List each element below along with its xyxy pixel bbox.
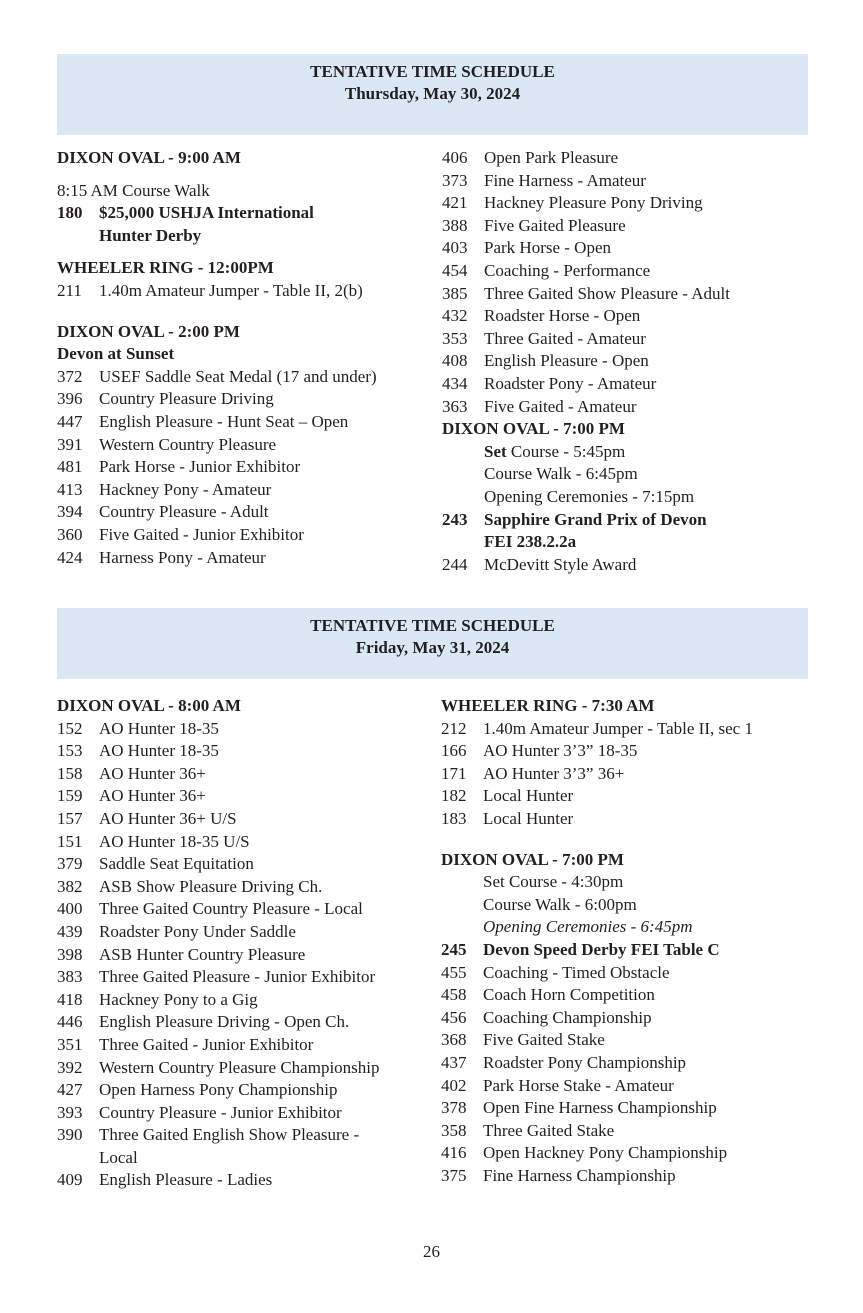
class-number: 171 <box>441 763 467 783</box>
class-name: $25,000 USHJA International <box>99 203 314 223</box>
class-row <box>57 1169 437 1192</box>
class-row <box>441 763 841 786</box>
class-name: Three Gaited Pleasure - Junior Exhibitor <box>99 967 376 987</box>
class-row-continuation <box>442 531 822 554</box>
thursday-right-column <box>442 147 822 576</box>
class-row <box>442 215 822 238</box>
class-name: English Pleasure - Hunt Seat – Open <box>99 411 349 431</box>
class-row <box>441 1052 841 1075</box>
class-row-continuation <box>57 225 437 248</box>
class-number: 182 <box>441 786 467 806</box>
class-number: 373 <box>442 170 468 190</box>
class-number: 437 <box>441 1052 467 1072</box>
class-list <box>57 718 437 1125</box>
class-number: 408 <box>442 351 468 371</box>
class-name: Coaching Championship <box>483 1007 652 1027</box>
friday-banner <box>57 608 808 679</box>
class-row <box>57 479 437 502</box>
class-name: Three Gaited Country Pleasure - Local <box>99 899 363 919</box>
class-name: Hackney Pony - Amateur <box>99 479 272 499</box>
class-row <box>57 280 437 303</box>
class-name: Open Fine Harness Championship <box>483 1098 717 1118</box>
class-name: 1.40m Amateur Jumper - Table II, 2(b) <box>99 280 363 300</box>
class-number: 458 <box>441 985 467 1005</box>
class-row <box>442 554 822 577</box>
class-name: Local <box>99 1147 138 1167</box>
class-row <box>57 366 437 389</box>
class-name: Hackney Pony to a Gig <box>99 989 258 1009</box>
class-number: 427 <box>57 1080 83 1100</box>
class-name: AO Hunter 18-35 U/S <box>99 831 250 851</box>
class-name: Roadster Horse - Open <box>484 306 641 326</box>
class-row <box>442 192 822 215</box>
class-name: Local Hunter <box>483 808 574 828</box>
class-name: English Pleasure - Ladies <box>99 1170 273 1190</box>
class-name: Open Harness Pony Championship <box>99 1080 338 1100</box>
class-name: Country Pleasure - Adult <box>99 502 269 522</box>
class-row <box>57 501 437 524</box>
friday-left-column <box>57 695 437 1192</box>
class-name: Roadster Pony Under Saddle <box>99 921 296 941</box>
class-number: 432 <box>442 306 468 326</box>
class-name: Three Gaited Stake <box>483 1120 615 1140</box>
class-number: 400 <box>57 899 83 919</box>
class-row <box>441 1142 841 1165</box>
class-name: AO Hunter 36+ <box>99 786 206 806</box>
class-number: 358 <box>441 1120 467 1140</box>
class-row <box>441 984 841 1007</box>
class-name: Fine Harness Championship <box>483 1165 676 1185</box>
class-row <box>442 350 822 373</box>
class-name: AO Hunter 18-35 <box>99 718 219 738</box>
class-number: 446 <box>57 1012 83 1032</box>
class-name: Three Gaited English Show Pleasure - <box>99 1125 360 1145</box>
class-row <box>441 939 841 962</box>
section-subheader: Devon at Sunset <box>57 344 175 364</box>
class-number: 403 <box>442 238 468 258</box>
class-name: Coach Horn Competition <box>483 985 655 1005</box>
class-row <box>441 1165 841 1188</box>
class-row <box>441 1029 841 1052</box>
class-name: Park Horse - Junior Exhibitor <box>99 457 301 477</box>
class-row <box>441 808 841 831</box>
class-name: Country Pleasure - Junior Exhibitor <box>99 1102 342 1122</box>
class-row <box>57 853 437 876</box>
class-row <box>57 966 437 989</box>
section-header: DIXON OVAL - 9:00 AM <box>57 148 241 167</box>
class-name: Hunter Derby <box>99 225 202 245</box>
class-name: AO Hunter 36+ <box>99 763 206 783</box>
class-number: 166 <box>441 741 467 761</box>
friday-right-column <box>441 695 841 1187</box>
class-row <box>57 785 437 808</box>
class-list <box>57 366 437 569</box>
class-number: 454 <box>442 260 468 280</box>
schedule-note: Course Walk - 6:45pm <box>484 464 638 484</box>
section-header: DIXON OVAL - 7:00 PM <box>442 419 625 439</box>
class-row <box>441 740 841 763</box>
class-name: FEI 238.2.2a <box>484 532 577 552</box>
class-name: AO Hunter 3’3” 18-35 <box>483 741 638 761</box>
class-row <box>57 1057 437 1080</box>
class-row <box>57 740 437 763</box>
class-name: Coaching - Performance <box>484 260 651 280</box>
class-number: 481 <box>57 457 83 477</box>
class-name: McDevitt Style Award <box>484 554 637 574</box>
class-name: Roadster Pony - Amateur <box>484 373 657 393</box>
friday-banner-date: Friday, May 31, 2024 <box>355 638 510 657</box>
class-name: Roadster Pony Championship <box>483 1052 687 1072</box>
class-number: 391 <box>57 434 83 454</box>
class-row <box>57 547 437 570</box>
class-row <box>441 1075 841 1098</box>
class-name: USEF Saddle Seat Medal (17 and under) <box>99 366 377 386</box>
class-number: 211 <box>57 280 82 300</box>
class-number: 180 <box>57 203 83 223</box>
class-number: 368 <box>441 1030 467 1050</box>
class-row <box>442 260 822 283</box>
class-row <box>57 202 437 225</box>
class-row <box>442 147 822 170</box>
class-row-continuation <box>57 1147 437 1170</box>
class-row <box>57 718 437 741</box>
class-name: ASB Show Pleasure Driving Ch. <box>99 876 323 896</box>
section-header: WHEELER RING - 12:00PM <box>57 258 274 278</box>
class-number: 353 <box>442 328 468 348</box>
class-row <box>57 944 437 967</box>
class-number: 385 <box>442 283 468 303</box>
class-number: 157 <box>57 808 83 828</box>
class-number: 393 <box>57 1102 83 1122</box>
class-row <box>57 1034 437 1057</box>
class-row <box>442 305 822 328</box>
thursday-banner <box>57 54 808 135</box>
class-name: Open Park Pleasure <box>484 148 619 167</box>
class-row <box>57 524 437 547</box>
class-number: 447 <box>57 411 83 431</box>
class-number: 351 <box>57 1034 83 1054</box>
class-number: 382 <box>57 876 83 896</box>
class-row <box>57 921 437 944</box>
class-row <box>441 1120 841 1143</box>
class-list <box>442 147 822 418</box>
thursday-left-column <box>57 147 437 569</box>
class-number: 390 <box>57 1125 83 1145</box>
class-name: Saddle Seat Equitation <box>99 854 254 874</box>
class-list <box>441 718 841 831</box>
class-number: 456 <box>441 1007 467 1027</box>
class-number: 418 <box>57 989 83 1009</box>
class-number: 159 <box>57 786 83 806</box>
class-row <box>57 434 437 457</box>
class-row <box>441 1097 841 1120</box>
class-row <box>57 1124 437 1147</box>
class-name: Open Hackney Pony Championship <box>483 1143 728 1163</box>
class-name: Fine Harness - Amateur <box>484 170 646 190</box>
class-name: AO Hunter 3’3” 36+ <box>483 763 625 783</box>
class-number: 151 <box>57 831 83 851</box>
class-number: 245 <box>441 939 467 959</box>
class-name: Local Hunter <box>483 786 574 806</box>
class-row <box>441 1007 841 1030</box>
class-name: Western Country Pleasure Championship <box>99 1057 380 1077</box>
class-name: Three Gaited - Junior Exhibitor <box>99 1034 314 1054</box>
class-name: Park Horse - Open <box>484 238 611 258</box>
section-header: DIXON OVAL - 2:00 PM <box>57 321 240 341</box>
friday-banner-title: TENTATIVE TIME SCHEDULE <box>310 616 555 635</box>
class-row <box>57 1102 437 1125</box>
class-name: Hackney Pleasure Pony Driving <box>484 193 703 213</box>
class-number: 360 <box>57 524 83 544</box>
class-name: AO Hunter 18-35 <box>99 741 219 761</box>
class-name: Three Gaited - Amateur <box>484 328 646 348</box>
set-bold: Set <box>484 441 507 461</box>
class-row <box>57 898 437 921</box>
class-number: 158 <box>57 763 83 783</box>
class-name: English Pleasure Driving - Open Ch. <box>99 1012 350 1032</box>
course-walk-line: 8:15 AM Course Walk <box>57 180 210 200</box>
class-number: 421 <box>442 193 468 213</box>
class-name: ASB Hunter Country Pleasure <box>99 944 306 964</box>
class-row <box>442 170 822 193</box>
class-number: 396 <box>57 389 83 409</box>
class-number: 392 <box>57 1057 83 1077</box>
class-row <box>57 763 437 786</box>
class-row <box>441 962 841 985</box>
class-name: Western Country Pleasure <box>99 434 277 454</box>
section-header: WHEELER RING - 7:30 AM <box>441 696 655 715</box>
class-name: Harness Pony - Amateur <box>99 547 266 567</box>
class-number: 153 <box>57 741 83 761</box>
class-name: Five Gaited Stake <box>483 1030 605 1050</box>
class-row <box>57 808 437 831</box>
class-row <box>442 396 822 419</box>
class-number: 409 <box>57 1170 83 1190</box>
class-name: English Pleasure - Open <box>484 351 649 371</box>
class-row <box>442 509 822 532</box>
class-number: 379 <box>57 854 83 874</box>
class-number: 434 <box>442 373 468 393</box>
class-number: 383 <box>57 967 83 987</box>
class-name: Coaching - Timed Obstacle <box>483 962 670 982</box>
thursday-banner-title: TENTATIVE TIME SCHEDULE <box>310 62 555 81</box>
class-name: Park Horse Stake - Amateur <box>483 1075 674 1095</box>
class-row <box>57 388 437 411</box>
class-row <box>441 718 841 741</box>
class-row <box>442 283 822 306</box>
class-name: Devon Speed Derby FEI Table C <box>483 939 720 959</box>
schedule-note: Opening Ceremonies - 7:15pm <box>484 486 695 506</box>
class-name: Country Pleasure Driving <box>99 389 274 409</box>
class-number: 394 <box>57 502 83 522</box>
class-number: 406 <box>442 148 468 167</box>
section-header: DIXON OVAL - 8:00 AM <box>57 696 241 715</box>
class-row <box>57 989 437 1012</box>
class-number: 424 <box>57 547 83 567</box>
class-row <box>57 876 437 899</box>
class-number: 413 <box>57 479 83 499</box>
class-number: 398 <box>57 944 83 964</box>
class-number: 372 <box>57 366 83 386</box>
class-number: 378 <box>441 1098 467 1118</box>
class-number: 363 <box>442 396 468 416</box>
class-number: 388 <box>442 215 468 235</box>
class-row <box>57 1011 437 1034</box>
class-row <box>442 237 822 260</box>
class-row <box>57 1079 437 1102</box>
class-number: 375 <box>441 1165 467 1185</box>
class-name: Five Gaited - Junior Exhibitor <box>99 524 304 544</box>
class-name: Sapphire Grand Prix of Devon <box>484 509 707 529</box>
schedule-note: Set Course - 4:30pm <box>483 872 624 892</box>
class-number: 455 <box>441 962 467 982</box>
class-number: 244 <box>442 554 468 574</box>
section-header: DIXON OVAL - 7:00 PM <box>441 849 624 869</box>
schedule-note: Course Walk - 6:00pm <box>483 894 637 914</box>
class-number: 439 <box>57 921 83 941</box>
class-name: Five Gaited Pleasure <box>484 215 626 235</box>
class-name: 1.40m Amateur Jumper - Table II, sec 1 <box>483 718 753 738</box>
class-row <box>442 373 822 396</box>
class-number: 152 <box>57 718 83 738</box>
class-row <box>57 831 437 854</box>
class-row <box>441 785 841 808</box>
class-row <box>442 328 822 351</box>
schedule-note: Set Course - 5:45pm <box>484 441 626 461</box>
class-row <box>57 456 437 479</box>
page-number: 26 <box>423 1242 440 1261</box>
thursday-banner-date: Thursday, May 30, 2024 <box>344 84 521 103</box>
class-name: AO Hunter 36+ U/S <box>99 808 237 828</box>
class-number: 402 <box>441 1075 467 1095</box>
class-number: 212 <box>441 718 467 738</box>
schedule-note: Opening Ceremonies - 6:45pm <box>483 917 693 937</box>
class-name: Three Gaited Show Pleasure - Adult <box>484 283 730 303</box>
class-number: 416 <box>441 1143 467 1163</box>
class-row <box>57 411 437 434</box>
class-name: Five Gaited - Amateur <box>484 396 637 416</box>
class-list <box>441 962 841 1188</box>
class-number: 243 <box>442 509 468 529</box>
class-number: 183 <box>441 808 467 828</box>
